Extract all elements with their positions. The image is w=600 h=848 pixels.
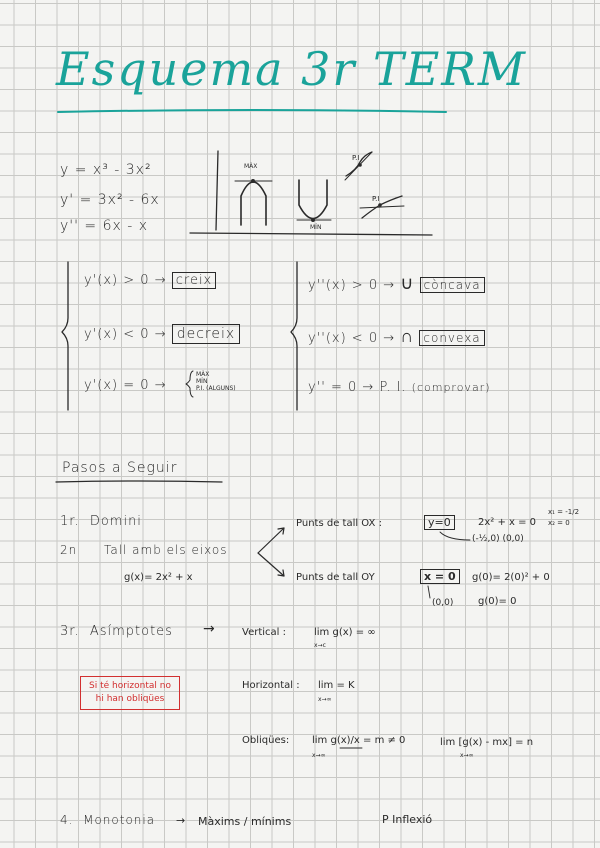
rule-first-eq [84,378,167,393]
obliques-expr-1: lim g(x)/x = m ≠ 0 [312,735,406,746]
option-max: MÀX [196,371,210,378]
graph-x-axis [190,233,432,235]
title-underline [58,110,446,112]
graph-label-pi-mid: P.I [372,195,380,203]
arrow-icon: → [362,380,375,395]
vertical-sub: x→c [314,642,326,649]
step-4-label: Monotonia [83,813,156,827]
horizontal-expr: lim = K [318,680,355,691]
rule-second-eq-expr: y'' = 0 [308,380,358,395]
min-point [311,218,315,222]
equation-y-prime: y' = 3x² - 6x [60,192,160,208]
bracket-second [291,262,297,410]
step-4-num: 4. [60,813,74,827]
rule-first-lt-result: decreix [172,324,240,344]
arrow-icon: → [176,814,186,827]
step-1 [60,514,142,529]
horizontal-label: Horizontal : [242,680,300,691]
rule-second-eq [308,380,491,395]
cuts-ox-condition: y=0 [424,515,455,530]
rule-second-gt-expr: y''(x) > 0 [308,278,379,293]
arrow-icon: → [154,273,167,288]
option-min: MÍN [196,378,208,385]
step-1-label: Domini [89,514,142,529]
obliques-label: Obliqües: [242,735,290,746]
rule-first-eq-options [196,371,236,392]
step-2-num: 2n [60,543,78,557]
concave-down-icon: ∩ [400,326,415,347]
rule-second-eq-note: (comprovar) [411,381,491,394]
pi-mid-curve [362,196,402,218]
branch-up-head [278,528,284,534]
step-3 [60,624,173,639]
rule-second-lt-result: convexa [419,330,484,346]
max-curve [241,182,266,225]
rule-first-eq-expr: y'(x) = 0 [84,378,150,393]
cuts-ox-points: (-½,0) (0,0) [472,534,524,544]
step-3-label: Asímptotes [89,624,173,639]
rule-first-gt [84,273,216,288]
pi-top-point [358,163,362,167]
cuts-oy-point: (0,0) [432,598,454,608]
cuts-ox-root-1: x₁ = -1/2 [548,508,580,516]
rule-first-gt-expr: y'(x) > 0 [84,273,150,288]
cuts-ox-label: Punts de tall OX : [296,518,382,529]
vertical-expr: lim g(x) = ∞ [314,627,376,638]
step-2-function: g(x)= 2x² + x [124,572,193,583]
equation-y: y = x³ - 3x² [60,162,152,178]
graph-y-axis [216,151,218,230]
pi-mid-point [378,203,382,207]
obliques-sub-2: x→∞ [460,752,474,759]
cuts-oy-label: Punts de tall OY [296,572,375,583]
arrow-icon: → [203,621,215,637]
arrow-icon: → [154,378,167,393]
vertical-label: Vertical : [242,627,286,638]
oy-point-arrow [428,586,430,598]
branch-down-head [278,570,284,576]
step-4 [60,813,155,827]
equation-y-second: y'' = 6x - x [60,218,149,234]
branch-down [258,553,284,576]
rule-second-gt-result: còncava [420,277,485,293]
step-4-item-2: P Inflexió [382,813,433,826]
graph-label-pi-top: P.I [352,154,360,162]
rule-first-lt-expr: y'(x) < 0 [84,327,150,342]
options-brace [186,371,193,397]
ox-points-arrow [440,532,470,540]
concave-up-icon: ∪ [400,273,415,294]
cuts-oy-condition: x = 0 [420,569,460,584]
steps-heading: Pasos a Seguir [62,460,178,476]
step-3-num: 3r. [60,624,80,639]
rule-second-gt [308,273,485,294]
pi-mid-tangent [360,206,404,208]
step-1-num: 1r. [60,514,80,529]
page-title: Esquema 3r TERM [56,42,528,96]
option-pi: P.I. (ALGUNS) [196,385,236,392]
step-2-label: Tall amb els eixos [104,543,228,557]
rule-first-lt [84,326,240,342]
steps-underline [56,481,222,482]
arrow-icon: → [383,331,396,346]
note-box: Si té horizontal no hi han obliqües [80,676,180,710]
step-4-item-1: Màxims / mínims [198,815,292,828]
obliques-expr-2: lim [g(x) - mx] = n [440,737,534,748]
rule-first-gt-result: creix [172,272,217,289]
arrow-icon: → [154,327,167,342]
rule-second-lt-expr: y''(x) < 0 [308,331,379,346]
bracket-first [62,262,68,410]
graph-label-max: MÀX [244,163,258,170]
graph-label-min: MÍN [310,224,322,231]
rule-second-lt [308,326,485,347]
cuts-oy-equation: g(0)= 2(0)² + 0 [472,572,550,583]
min-curve [299,180,327,219]
cuts-ox-root-2: x₂ = 0 [548,519,570,527]
branch-up [258,528,284,553]
max-point [251,179,255,183]
horizontal-sub: x→∞ [318,696,332,703]
obliques-sub-1: x→∞ [312,752,326,759]
arrow-icon: → [383,278,396,293]
cuts-ox-equation: 2x² + x = 0 [478,517,537,528]
rule-second-eq-result: P. I. [379,380,407,395]
cuts-oy-value: g(0)= 0 [478,596,517,607]
